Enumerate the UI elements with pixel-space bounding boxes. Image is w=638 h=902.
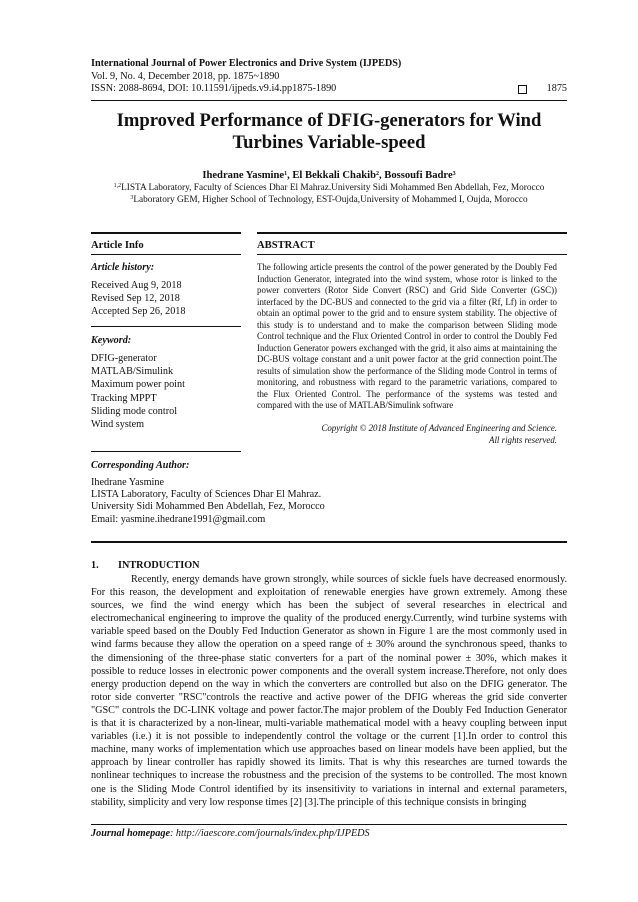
- keyword-heading: Keyword:: [91, 335, 132, 346]
- abstract-text: The following article presents the control of the power generated by the Doubly Fed Induction Generator, integrated into the wind system, whose rotor is linked to the power converters (Rotor Side Convert (RSC) and Grid Side Converter (GSC)) interfaced by the DC-BUS and connected to the grid via a filter (Rf, Lf) in order to obtain an optimal power to the grid and to ensure system stability. The objective of this study is to understand and to make the comparison between Sliding mode Control technique and the Flux Oriented Control in order to control the Doubly Fed Induction Generator powers exchanged with the grid, it also aims at maintaining the DC-BUS voltage constant and a unit power factor at the grid connection point.The results of simulation show the performance of the Sliding mode Control in terms of monitoring, and robustness with regard to the parametric variations, compared to the Flux Oriented Control. The performance of the systems was tested and compared with the use of MATLAB/Simulink software: [257, 262, 557, 410]
- keyword-item: Maximum power point: [91, 379, 185, 391]
- history-item: Revised Sep 12, 2018: [91, 293, 180, 305]
- author-name: Ihedrane Yasmine: [202, 170, 285, 181]
- keyword-item: DFIG-generator: [91, 353, 157, 364]
- homepage-label: Journal homepage: [91, 828, 170, 839]
- author-affil-mark: 2: [375, 171, 379, 177]
- article-history-heading: Article history:: [91, 262, 155, 273]
- history-divider: [91, 326, 241, 327]
- corr-line: Email: yasmine.ihedrane1991@gmail.com: [91, 513, 266, 525]
- introduction-heading: [91, 560, 200, 571]
- article-info-heading: Article Info: [91, 240, 144, 251]
- volume-info: Vol. 9, No. 4, December 2018, pp. 1875~1890: [91, 70, 280, 82]
- section-title: INTRODUCTION: [118, 560, 200, 571]
- author-name: El Bekkali Chakib: [292, 170, 376, 181]
- introduction-paragraph: Recently, energy demands have grown strongly, while sources of sickle fuels have decreased enormously. For this reason, the development and exploitation of renewable energies have grown extremely. Among these sources, we find the wind energy which has been the subject of several researches in electrical and electromechanical engineering to improve the quality of the produced energy.Currently, wind turbine systems with variable speed based on the Doubly Fed Induction Generator as shown in Figure 1 are the most commonly used in wind farms because they allow the operation on a speed range of ± 30% around the synchronous speed, thanks to the dimensioning of the three-phase static converters for a part of the nominal power ± 30%, which makes it possible to reduce losses in electronic power components and the overall system increase.Therefore, not only does energy production depend on the way in which the converters are controlled but also on the DFIG generator. The rotor side converter "RSC"controls the reactive and active power of the DFIG whereas the grid side converter "GSC" controls the DC-LINK voltage and power factor.The major problem of the Doubly Fed Induction Generator is that it is characterized by a non-linear, multi-variable mathematical model with a heavy coupling between input variables (i.e.) it is not possible to independently control the voltage or the current [1].In order to control this machine, many works of implementation which use approaches based on linear models have been applied, but the approach by linear controller has rapidly showed its limits. That is why this researches are turned towards the nonlinear techniques to increase the robustness and the precision of the systems to be controlled. The most known one is the Sliding Mode Control identified by its insensitivity to variations in internal and external parameters, stability, simplicity and very low response times [2] [3].The principle of this technique consists in bringing: [91, 574, 567, 808]
- footer-rule: [91, 824, 567, 825]
- copyright-notice: Copyright © 2018 Institute of Advanced Engineering and Science. All rights reserved.: [321, 423, 557, 445]
- keyword-item: Wind system: [91, 419, 145, 431]
- front-matter-bottom-rule: [91, 541, 567, 543]
- journal-homepage: Journal homepage: http://iaescore.com/journals/index.php/IJPEDS: [91, 828, 370, 839]
- author-affil-mark: 1: [284, 171, 288, 177]
- section-number: 1.: [91, 560, 99, 571]
- page-number: 1875: [546, 83, 567, 95]
- keyword-item: Tracking MPPT: [91, 392, 157, 404]
- corr-line: Ihedrane Yasmine: [91, 477, 164, 488]
- checkbox-icon: [518, 85, 527, 94]
- keyword-list: [91, 352, 185, 431]
- running-header: [91, 58, 567, 96]
- paper-title: Improved Performance of DFIG-generators for Wind Turbines Variable-speed: [116, 110, 542, 153]
- corresponding-heading: Corresponding Author:: [91, 460, 190, 471]
- abstract-heading: ABSTRACT: [257, 240, 315, 251]
- history-item: Received Aug 9, 2018: [91, 280, 182, 291]
- homepage-link[interactable]: http://iaescore.com/journals/index.php/IJPEDS: [175, 828, 370, 839]
- abstract-rule: [257, 254, 567, 255]
- history-item: Accepted Sep 26, 2018: [91, 306, 186, 318]
- keyword-item: MATLAB/Simulink: [91, 366, 174, 378]
- affiliations: [85, 183, 573, 206]
- article-info-rule: [91, 254, 241, 255]
- corr-line: LISTA Laboratory, Faculty of Sciences Dhar El Mahraz.: [91, 489, 322, 501]
- issn-doi: ISSN: 2088-8694, DOI: 10.11591/ijpeds.v9.i4.pp1875-1890: [91, 83, 337, 95]
- keyword-divider: [91, 451, 241, 452]
- author-name: Bossoufi Badre: [384, 170, 453, 181]
- journal-name: International Journal of Power Electronics and Drive System (IJPEDS): [91, 58, 402, 69]
- author-list: Ihedrane Yasmine$^1$, El Bekkali Chakib$^2$, Bossoufi Badre$^3$: [202, 170, 456, 181]
- corresponding-author: [91, 477, 391, 526]
- article-history: [91, 279, 186, 319]
- author-affil-mark: 3: [452, 171, 456, 177]
- keyword-item: Sliding mode control: [91, 405, 178, 417]
- corr-line: University Sidi Mohammed Ben Abdellah, Fez, Morocco: [91, 501, 325, 513]
- affiliation-line: $^3$Laboratory GEM, Higher School of Technology, EST-Oujda,University of Mohammed I, Oujda, Morocco: [130, 194, 528, 205]
- header-rule: [91, 100, 567, 101]
- affiliation-line: $^{1,2}$LISTA Laboratory, Faculty of Sciences Dhar El Mahraz.University Sidi Mohammed Ben Abdellah, Fez, Morocco: [113, 183, 545, 193]
- abstract-top-rule: [257, 232, 567, 234]
- article-info-top-rule: [91, 232, 241, 234]
